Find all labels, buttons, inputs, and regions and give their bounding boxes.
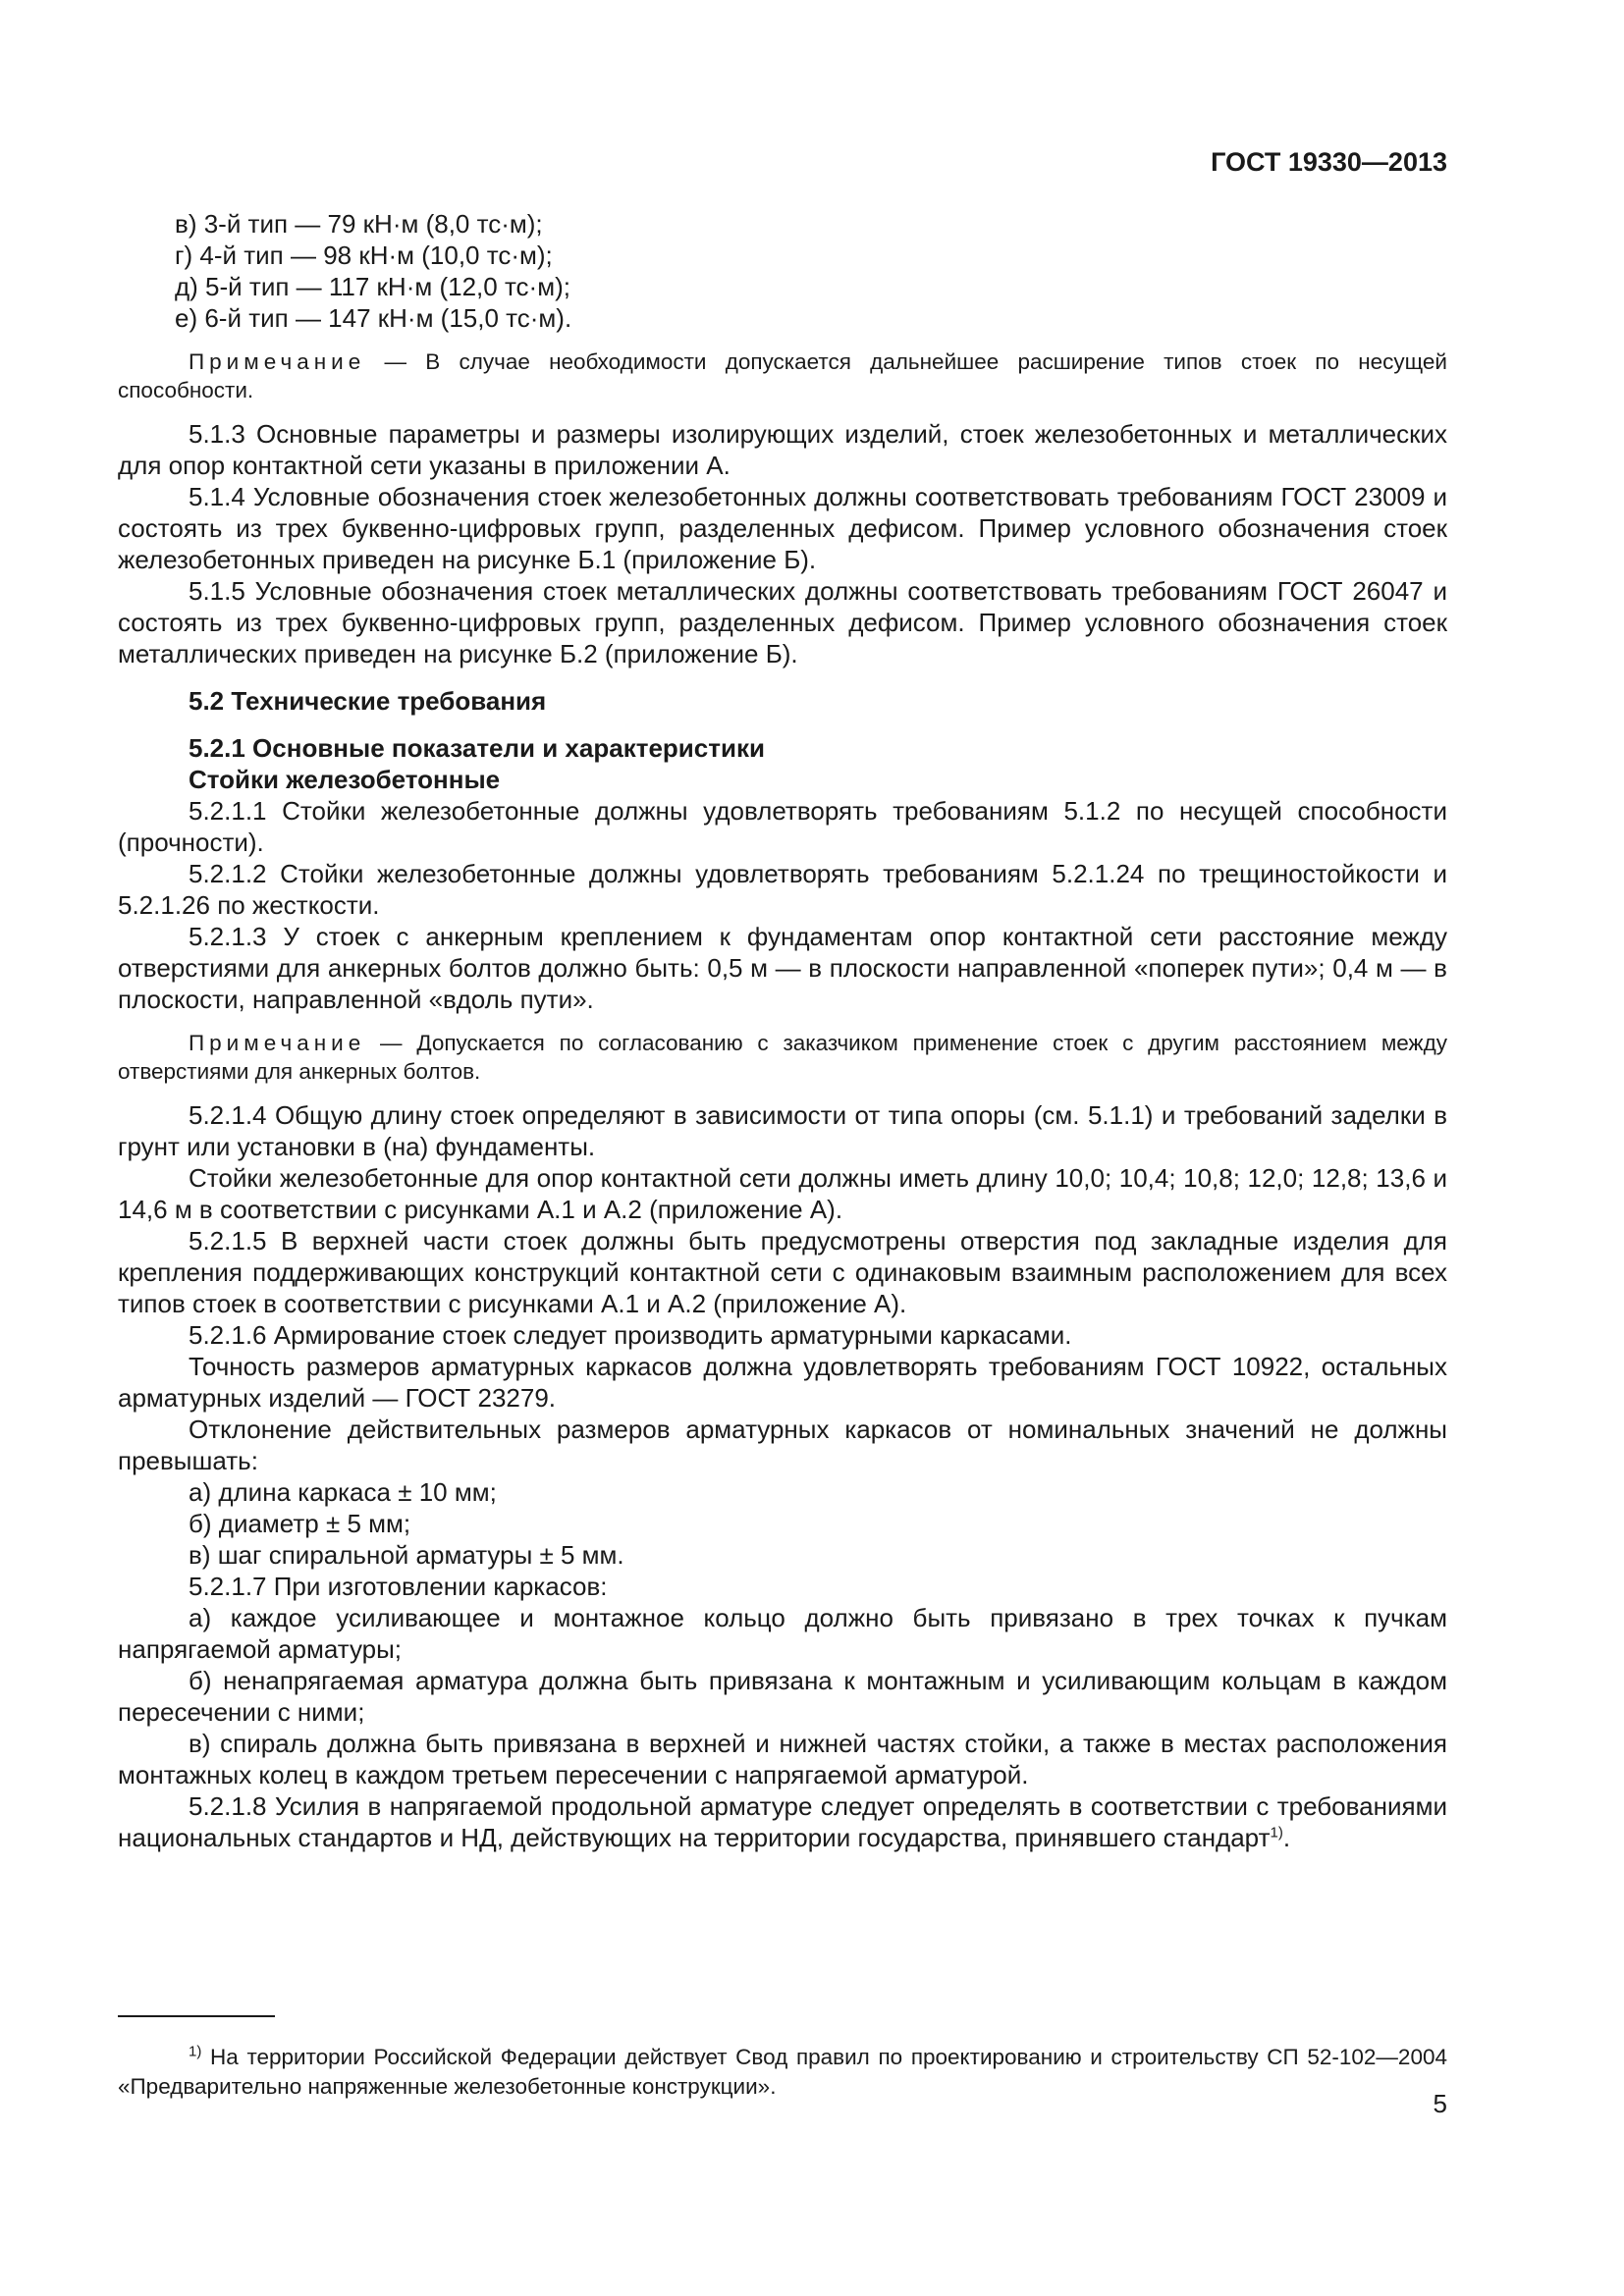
list-item: в) 3-й тип — 79 кН·м (8,0 тс·м); bbox=[175, 209, 543, 239]
paragraph-5-2-1-1: 5.2.1.1 Стойки железобетонные должны удовлетворять требованиям 5.1.2 по несущей способности (прочности). bbox=[118, 796, 1447, 857]
note bbox=[118, 1029, 1447, 1086]
note-label: Примечание bbox=[189, 349, 366, 374]
paragraph-5-2-1-8 bbox=[118, 1790, 1447, 1853]
list-item: д) 5-й тип — 117 кН·м (12,0 тс·м); bbox=[175, 272, 570, 301]
list-item: в) шаг спиральной арматуры ± 5 мм. bbox=[189, 1540, 624, 1570]
list-item: г) 4-й тип — 98 кН·м (10,0 тс·м); bbox=[175, 240, 553, 270]
paragraph-5-2-1-4-length: Стойки железобетонные для опор контактной сети должны иметь длину 10,0; 10,4; 10,8; 12,0; 12,8; 13,6 и 14,6 м в соответствии с рисунками А.1 и А.2 (приложение А). bbox=[118, 1163, 1447, 1224]
footnote-mark: 1) bbox=[189, 2043, 202, 2059]
note bbox=[118, 347, 1447, 404]
paragraph-5-2-1-7: 5.2.1.7 При изготовлении каркасов: bbox=[189, 1572, 608, 1601]
paragraph-5-2-1-5: 5.2.1.5 В верхней части стоек должны быть предусмотрены отверстия под закладные изделия для крепления поддерживающих конструкций контактной сети с одинаковым взаимным расположением для всех типов стоек в соответствии с рисунками А.1 и А.2 (приложение А). bbox=[118, 1226, 1447, 1318]
footnote bbox=[118, 2043, 1447, 2102]
paragraph-5-2-1-6: 5.2.1.6 Армирование стоек следует производить арматурными каркасами. bbox=[189, 1320, 1072, 1350]
page-content bbox=[118, 208, 1447, 1853]
page-header: ГОСТ 19330—2013 bbox=[1211, 147, 1447, 177]
paragraph-5-2-1-4: 5.2.1.4 Общую длину стоек определяют в зависимости от типа опоры (см. 5.1.1) и требований заделки в грунт или установки в (на) фундаменты. bbox=[118, 1100, 1447, 1161]
paragraph-5-2-1-3: 5.2.1.3 У стоек с анкерным креплением к фундаментам опор контактной сети расстояние между отверстиями для анкерных болтов должно быть: 0,5 м — в плоскости направленной «поперек пути»; 0,4 м — в плоскости, направленной «вдоль пути». bbox=[118, 922, 1447, 1014]
note-text: — Допускается по согласованию с заказчиком применение стоек с другим расстоянием между отверстиями для анкерных болтов. bbox=[118, 1031, 1447, 1084]
paragraph-5-1-5: 5.1.5 Условные обозначения стоек металлических должны соответствовать требованиям ГОСТ 26047 и состоять из трех буквенно-цифровых групп, разделенных дефисом. Пример условного обозначения стоек металлических приведен на рисунке Б.2 (приложение Б). bbox=[118, 576, 1447, 668]
section-heading-5-2: 5.2 Технические требования bbox=[189, 686, 547, 716]
paragraph-5-1-4: 5.1.4 Условные обозначения стоек железобетонных должны соответствовать требованиям ГОСТ 23009 и состоять из трех буквенно-цифровых групп, разделенных дефисом. Пример условного обозначения стоек железобетонных приведен на рисунке Б.1 (приложение Б). bbox=[118, 482, 1447, 574]
paragraph-5-2-1-6-accuracy: Точность размеров арматурных каркасов должна удовлетворять требованиям ГОСТ 10922, остальных арматурных изделий — ГОСТ 23279. bbox=[118, 1352, 1447, 1413]
footnote-divider bbox=[118, 2015, 275, 2017]
paragraph-end: . bbox=[1282, 1823, 1291, 1852]
list-item: а) длина каркаса ± 10 мм; bbox=[189, 1477, 497, 1507]
section-heading-5-2-1: 5.2.1 Основные показатели и характеристики bbox=[189, 733, 765, 763]
page-number: 5 bbox=[1433, 2089, 1447, 2118]
note-text: — В случае необходимости допускается дальнейшее расширение типов стоек по несущей способности. bbox=[118, 349, 1447, 402]
list-item: б) ненапрягаемая арматура должна быть привязана к монтажным и усиливающим кольцам в каждом пересечении с ними; bbox=[118, 1666, 1447, 1727]
list-item: в) спираль должна быть привязана в верхней и нижней частях стойки, а также в местах расположения монтажных колец в каждом третьем пересечении с напрягаемой арматурой. bbox=[118, 1729, 1447, 1789]
list-item: б) диаметр ± 5 мм; bbox=[189, 1509, 411, 1538]
footnote-ref: 1) bbox=[1270, 1824, 1283, 1842]
list-item: а) каждое усиливающее и монтажное кольцо должно быть привязано в трех точках к пучкам напрягаемой арматуры; bbox=[118, 1603, 1447, 1664]
paragraph-5-2-1-8-text: 5.2.1.8 Усилия в напрягаемой продольной арматуре следует определять в соответствии с требованиями национальных стандартов и НД, действующих на территории государства, принявшего стандарт bbox=[118, 1791, 1447, 1852]
footnote-text: На территории Российской Федерации действует Свод правил по проектированию и строительству СП 52-102—2004 «Предварительно напряженные железобетонные конструкции». bbox=[118, 2044, 1447, 2099]
note-label: Примечание bbox=[189, 1031, 366, 1055]
subheading-stoiki: Стойки железобетонные bbox=[189, 765, 501, 794]
paragraph-5-1-3: 5.1.3 Основные параметры и размеры изолирующих изделий, стоек железобетонных и металлических для опор контактной сети указаны в приложении А. bbox=[118, 419, 1447, 480]
paragraph-5-2-1-2: 5.2.1.2 Стойки железобетонные должны удовлетворять требованиям 5.2.1.24 по трещиностойкости и 5.2.1.26 по жесткости. bbox=[118, 859, 1447, 920]
list-item: е) 6-й тип — 147 кН·м (15,0 тс·м). bbox=[175, 303, 572, 333]
paragraph-5-2-1-6-deviation: Отклонение действительных размеров арматурных каркасов от номинальных значений не должны превышать: bbox=[118, 1415, 1447, 1475]
